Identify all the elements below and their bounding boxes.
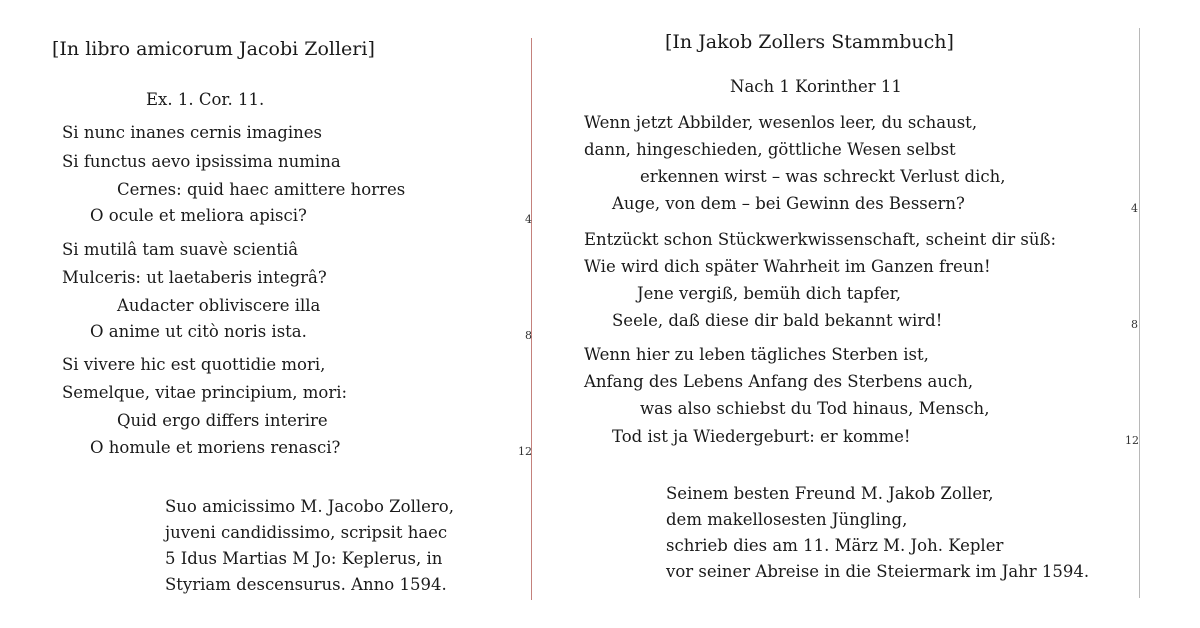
latin-title: [In libro amicorum Jacobi Zolleri] (52, 38, 375, 60)
german-line-number: 12 (1125, 434, 1139, 447)
german-verse-line: was also schiebst du Tod hinaus, Mensch, (640, 399, 990, 418)
latin-verse-line: O homule et moriens renasci? (90, 438, 341, 457)
german-verse-line: Wie wird dich später Wahrheit im Ganzen freun! (584, 257, 991, 276)
german-verse-line: erkennen wirst – was schreckt Verlust dich, (640, 167, 1006, 186)
german-verse-line: Wenn jetzt Abbilder, wesenlos leer, du schaust, (584, 113, 978, 132)
german-title: [In Jakob Zollers Stammbuch] (665, 31, 954, 53)
german-dedication-line: Seinem besten Freund M. Jakob Zoller, (666, 484, 994, 503)
german-verse-line: Tod ist ja Wiedergeburt: er komme! (612, 427, 911, 446)
latin-verse-line: Audacter obliviscere illa (117, 296, 321, 315)
latin-subtitle: Ex. 1. Cor. 11. (146, 90, 265, 109)
latin-dedication-line: 5 Idus Martias M Jo: Keplerus, in (165, 549, 443, 568)
german-verse-line: Entzückt schon Stückwerkwissenschaft, scheint dir süß: (584, 230, 1057, 249)
german-verse-line: Jene vergiß, bemüh dich tapfer, (637, 284, 901, 303)
latin-line-number: 8 (525, 329, 532, 342)
latin-verse-line: O anime ut citò noris ista. (90, 322, 307, 341)
latin-verse-line: Si nunc inanes cernis imagines (62, 123, 323, 142)
german-dedication-line: vor seiner Abreise in die Steiermark im Jahr 1594. (666, 562, 1090, 581)
latin-page (0, 0, 532, 628)
german-verse-line: dann, hingeschieden, göttliche Wesen selbst (584, 140, 956, 159)
latin-verse-line: Quid ergo differs interire (117, 411, 328, 430)
latin-verse-line: Cernes: quid haec amittere horres (117, 180, 406, 199)
german-page (533, 0, 1200, 628)
latin-verse-line: Si mutilâ tam suavè scientiâ (62, 240, 299, 259)
latin-line-number: 12 (518, 445, 532, 458)
german-dedication-line: dem makellosesten Jüngling, (666, 510, 908, 529)
german-line-number: 4 (1131, 202, 1138, 215)
latin-verse-line: Si functus aevo ipsissima numina (62, 152, 341, 171)
german-line-number: 8 (1131, 318, 1138, 331)
german-verse-line: Anfang des Lebens Anfang des Sterbens auch, (584, 372, 974, 391)
latin-verse-line: Semelque, vitae principium, mori: (62, 383, 348, 402)
latin-dedication-line: Styriam descensurus. Anno 1594. (165, 575, 447, 594)
latin-verse-line: Mulceris: ut laetaberis integrâ? (62, 268, 327, 287)
latin-dedication-line: Suo amicissimo M. Jacobo Zollero, (165, 497, 454, 516)
german-verse-line: Auge, von dem – bei Gewinn des Bessern? (612, 194, 965, 213)
german-subtitle: Nach 1 Korinther 11 (730, 77, 902, 96)
german-verse-line: Wenn hier zu leben tägliches Sterben ist, (584, 345, 929, 364)
latin-line-number: 4 (525, 213, 532, 226)
latin-verse-line: Si vivere hic est quottidie mori, (62, 355, 326, 374)
german-dedication-line: schrieb dies am 11. März M. Joh. Kepler (666, 536, 1004, 555)
latin-dedication-line: juveni candidissimo, scripsit haec (165, 523, 448, 542)
german-verse-line: Seele, daß diese dir bald bekannt wird! (612, 311, 943, 330)
latin-verse-line: O ocule et meliora apisci? (90, 206, 307, 225)
